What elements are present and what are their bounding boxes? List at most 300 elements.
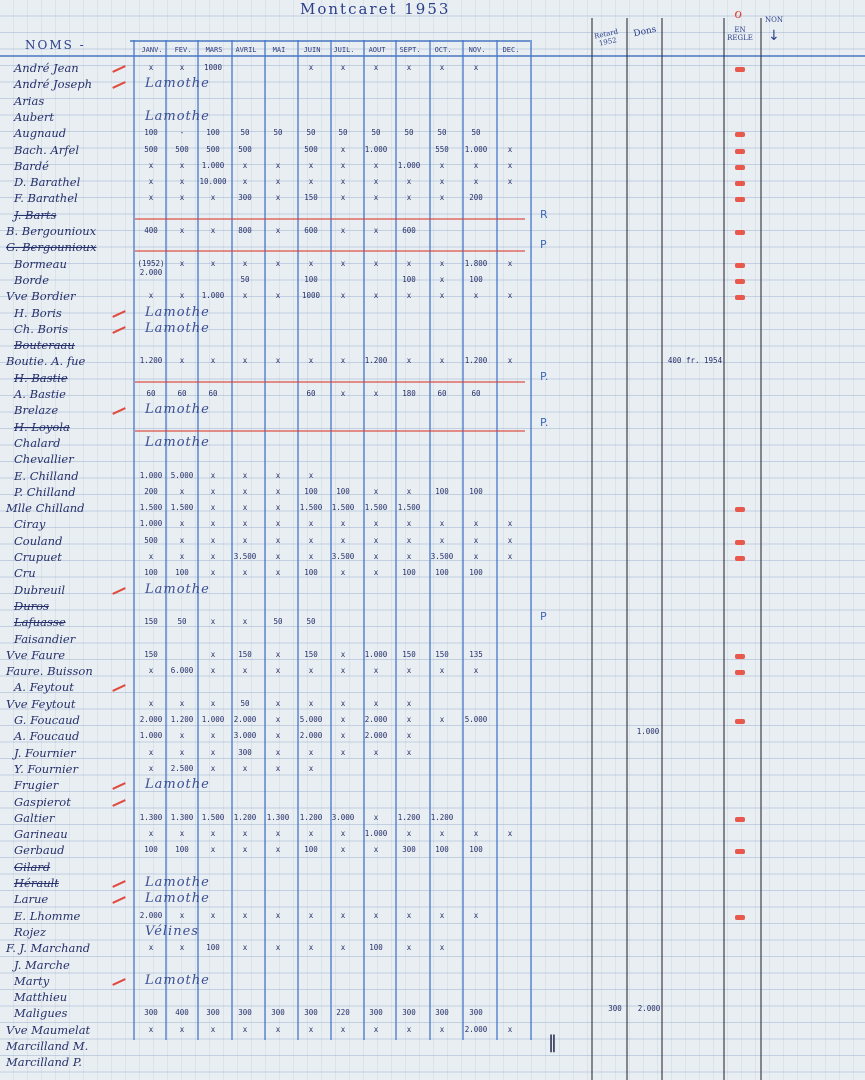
ledger-cell: x — [275, 943, 281, 953]
row-name: André Jean — [14, 61, 79, 75]
row-note: Lamothe — [145, 320, 210, 336]
row-name: J. Barts — [14, 207, 57, 222]
ledger-cell: x — [148, 193, 154, 203]
ledger-cell: x — [179, 943, 185, 953]
ledger-cell: x — [406, 177, 412, 187]
red-strike-line — [135, 381, 525, 383]
ledger-cell: 1.200 — [397, 812, 421, 822]
ledger-cell: x — [507, 160, 513, 170]
ledger-cell: 50 — [273, 617, 283, 627]
arrow-down-icon: ↓ — [768, 28, 780, 44]
ledger-cell: x — [275, 666, 281, 676]
column-line — [165, 40, 167, 1040]
ledger-cell: x — [373, 160, 379, 170]
ledger-cell: x — [340, 226, 346, 235]
ledger-cell: 60 — [208, 389, 218, 398]
row-name: Bardé — [14, 158, 49, 173]
ledger-cell: x — [439, 258, 445, 268]
ledger-cell: x — [308, 910, 314, 920]
ledger-cell: x — [210, 666, 216, 676]
row-note: Lamothe — [145, 891, 210, 907]
ledger-cell: 150 — [435, 649, 449, 659]
ledger-cell: x — [439, 535, 445, 545]
en-regle-mark-icon — [735, 849, 745, 854]
en-regle-mark-icon — [735, 279, 745, 284]
row-name: G. Foucaud — [14, 713, 80, 727]
ledger-cell: x — [406, 666, 412, 676]
row-note: Lamothe — [145, 76, 210, 92]
header-rule — [0, 55, 865, 57]
ledger-cell: x — [340, 715, 346, 724]
row-note: Vélines — [145, 923, 199, 939]
ledger-cell: x — [473, 910, 479, 920]
row-name: J. Fournier — [14, 745, 76, 760]
column-line-dark — [626, 18, 628, 1080]
ledger-cell: 600 — [402, 226, 416, 235]
ledger-cell: 3.000 — [331, 812, 355, 822]
en-regle-mark-icon — [735, 181, 745, 186]
ledger-cell: 1000 — [301, 291, 321, 301]
month-header-0: JANV. — [141, 46, 163, 54]
red-strike-line — [135, 218, 525, 220]
month-header-7: AOUT — [368, 46, 386, 54]
column-line-dark — [723, 18, 725, 1080]
row-name: Chevallier — [14, 452, 74, 467]
row-name: D. Barathel — [14, 175, 81, 190]
en-regle-mark-icon — [735, 132, 745, 137]
ledger-cell: x — [179, 747, 185, 757]
red-tick-icon — [112, 407, 126, 415]
en-regle-mark-icon — [735, 556, 745, 561]
ledger-cell: x — [308, 747, 314, 757]
ledger-cell: 2.000 — [464, 1024, 488, 1034]
ledger-cell: x — [340, 731, 346, 741]
ledger-cell: 300 — [402, 1008, 416, 1018]
ledger-cell: 1000 — [203, 63, 223, 72]
ledger-cell: x — [439, 274, 445, 284]
ledger-cell: x — [210, 470, 216, 480]
ledger-cell: x — [507, 519, 513, 529]
ledger-cell: x — [179, 552, 185, 561]
en-regle-mark-icon — [735, 149, 745, 154]
ledger-cell: 1.000 — [364, 829, 388, 839]
dons-header: Dons — [632, 24, 658, 40]
ledger-cell: x — [507, 356, 513, 366]
ledger-cell: x — [275, 829, 281, 839]
row-name: Brelaze — [14, 403, 59, 418]
row-name: H. Boris — [14, 305, 62, 320]
ledger-cell: x — [340, 910, 346, 920]
ledger-cell: x — [308, 552, 314, 561]
ledger-cell: x — [439, 291, 445, 301]
ledger-cell: x — [148, 177, 154, 187]
ledger-cell: x — [439, 715, 445, 724]
ledger-cell: 1.500 — [331, 503, 355, 513]
ledger-cell: x — [179, 291, 185, 301]
ledger-cell: x — [340, 160, 346, 170]
ledger-cell: x — [373, 666, 379, 676]
ledger-cell: x — [406, 535, 412, 545]
ledger-cell: x — [340, 519, 346, 529]
ledger-cell: x — [179, 829, 185, 839]
column-line — [530, 40, 532, 1040]
ledger-cell: x — [406, 731, 412, 741]
ledger-cell: 1.500 — [397, 503, 421, 513]
en-regle-mark-icon — [735, 670, 745, 675]
en-regle-mark-icon — [735, 915, 745, 920]
ledger-cell: x — [373, 845, 379, 855]
row-name: Couland — [14, 533, 63, 548]
ledger-cell: x — [210, 731, 216, 741]
p-mark: P — [540, 238, 547, 251]
row-name: P. Chilland — [14, 484, 76, 499]
ledger-cell: x — [473, 519, 479, 529]
ledger-cell: x — [340, 63, 346, 72]
ledger-cell: x — [473, 829, 479, 839]
ledger-cell: 1.300 — [266, 812, 290, 822]
ledger-cell: x — [275, 226, 281, 235]
ledger-cell: 1.000 — [364, 649, 388, 659]
ledger-cell: x — [210, 503, 216, 513]
ledger-cell: x — [373, 910, 379, 920]
ledger-cell: x — [148, 291, 154, 301]
ledger-cell: 135 — [469, 649, 483, 659]
row-name: Gilard — [14, 859, 51, 874]
red-strike-line — [135, 430, 525, 432]
ledger-cell: 500 — [304, 144, 318, 154]
ledger-cell: x — [148, 552, 154, 561]
ledger-cell: x — [275, 910, 281, 920]
dons-value-2: 1.000 — [636, 727, 660, 736]
ledger-cell: x — [242, 910, 248, 920]
ledger-cell: x — [507, 829, 513, 839]
row-note: Lamothe — [145, 108, 210, 124]
ledger-cell: x — [473, 535, 479, 545]
row-name: B. Bergounioux — [6, 224, 97, 238]
month-header-8: SEPT. — [399, 46, 421, 54]
ledger-cell: (1952) 2.000 — [137, 258, 165, 277]
ledger-cell: 6.000 — [170, 666, 194, 676]
ledger-cell: 50 — [240, 128, 250, 138]
row-name: A. Bastie — [14, 387, 66, 401]
ledger-cell: 2.000 — [139, 910, 163, 920]
ledger-cell: 100 — [304, 486, 318, 496]
ledger-cell: 100 — [435, 486, 449, 496]
ledger-cell: x — [210, 552, 216, 561]
ledger-cell: x — [242, 503, 248, 513]
ledger-cell: x — [275, 291, 281, 301]
ledger-cell: 1.200 — [364, 356, 388, 366]
ledger-cell: 3.500 — [430, 552, 454, 561]
ledger-cell: x — [406, 519, 412, 529]
row-name: Frugier — [14, 778, 59, 793]
ledger-cell: x — [340, 568, 346, 578]
ledger-cell: x — [373, 1024, 379, 1034]
ledger-cell: x — [439, 177, 445, 187]
ledger-cell: 300 — [435, 1008, 449, 1018]
ledger-cell: x — [373, 519, 379, 529]
ledger-cell: x — [340, 356, 346, 366]
ledger-cell: 3.500 — [233, 552, 257, 561]
ledger-cell: 50 — [437, 128, 447, 138]
month-header-11: DEC. — [502, 46, 520, 54]
row-name: E. Chilland — [14, 468, 79, 483]
ledger-cell: x — [242, 1024, 248, 1034]
ledger-cell: 10.000 — [199, 177, 227, 187]
ledger-cell: 300 — [206, 1008, 220, 1018]
row-name: Vve Feytout — [6, 696, 76, 711]
en-regle-mark-icon — [735, 197, 745, 202]
column-line-dark — [661, 18, 663, 1080]
month-header-6: JUIL. — [333, 46, 355, 54]
ledger-cell: 1.200 — [170, 715, 194, 724]
ledger-cell: x — [242, 258, 248, 268]
ledger-cell: x — [275, 649, 281, 659]
ledger-cell: x — [340, 258, 346, 268]
ledger-cell: x — [275, 715, 281, 724]
en-regle-mark-icon — [735, 230, 745, 235]
row-name: H. Bastie — [14, 370, 68, 385]
ledger-cell: x — [406, 943, 412, 953]
ledger-cell: 100 — [369, 943, 383, 953]
ledger-cell: x — [406, 910, 412, 920]
row-name: Duros — [14, 598, 49, 613]
ledger-cell: x — [210, 829, 216, 839]
tally-mark-icon: ‖ — [548, 1032, 557, 1053]
ledger-cell: 150 — [144, 617, 158, 627]
ledger-cell: x — [373, 389, 379, 398]
ledger-cell: x — [148, 829, 154, 839]
ledger-cell: 100 — [144, 568, 158, 578]
ledger-cell: x — [275, 698, 281, 708]
ledger-cell: 50 — [177, 617, 187, 627]
ledger-cell: x — [308, 829, 314, 839]
row-name: Garineau — [14, 827, 68, 842]
row-name: Maligues — [14, 1006, 68, 1021]
row-note: Lamothe — [145, 972, 210, 988]
ledger-cell: x — [308, 160, 314, 170]
ledger-cell: 300 — [304, 1008, 318, 1018]
en-regle-header: EN REGLE — [727, 26, 753, 42]
row-name: Augnaud — [14, 126, 67, 141]
ledger-cell: x — [148, 943, 154, 953]
ledger-cell: x — [473, 552, 479, 561]
row-name: Cru — [14, 566, 36, 581]
month-header-5: JUIN — [303, 46, 321, 54]
ledger-cell: 1.200 — [299, 812, 323, 822]
checkmark-red-icon: ℴ — [734, 2, 743, 23]
ledger-cell: 500 — [144, 144, 158, 154]
ledger-cell: x — [340, 291, 346, 301]
ledger-cell: x — [340, 649, 346, 659]
ledger-cell: x — [210, 763, 216, 773]
ledger-cell: x — [242, 486, 248, 496]
ledger-cell: x — [308, 535, 314, 545]
ledger-cell: x — [373, 193, 379, 203]
ledger-cell: x — [179, 486, 185, 496]
ledger-cell: 300 — [402, 845, 416, 855]
ledger-cell: x — [439, 1024, 445, 1034]
ledger-cell: x — [275, 747, 281, 757]
ledger-cell: x — [308, 356, 314, 366]
row-note: Lamothe — [145, 777, 210, 793]
row-name: Vve Bordier — [6, 289, 76, 304]
ledger-cell: x — [308, 470, 314, 480]
ledger-cell: x — [373, 486, 379, 496]
en-regle-mark-icon — [735, 67, 745, 72]
ledger-cell: x — [275, 845, 281, 855]
row-name: H. Loyola — [14, 419, 70, 434]
ledger-cell: 1.000 — [201, 291, 225, 301]
row-name: F. J. Marchand — [6, 941, 91, 956]
ledger-cell: 5.000 — [464, 715, 488, 724]
en-regle-mark-icon — [735, 295, 745, 300]
ledger-cell: x — [373, 226, 379, 235]
ledger-cell: 3.500 — [331, 552, 355, 561]
ledger-cell: 300 — [369, 1008, 383, 1018]
ledger-cell: x — [242, 356, 248, 366]
red-tick-icon — [112, 685, 126, 693]
ledger-cell: x — [179, 177, 185, 187]
ledger-cell: x — [210, 617, 216, 627]
ledger-cell: 500 — [238, 144, 252, 154]
ledger-cell: 100 — [304, 568, 318, 578]
row-name: G. Bergounioux — [6, 240, 97, 255]
month-header-1: FEV. — [174, 46, 192, 54]
ledger-cell: x — [242, 568, 248, 578]
row-name: Lafuasse — [14, 615, 66, 630]
ledger-cell: 100 — [469, 274, 483, 284]
ledger-cell: 1.800 — [464, 258, 488, 268]
ledger-cell: x — [507, 1024, 513, 1034]
red-tick-icon — [112, 310, 126, 318]
ledger-cell: 60 — [437, 389, 447, 398]
ledger-cell: x — [373, 552, 379, 561]
ledger-cell: 300 — [271, 1008, 285, 1018]
ledger-cell: x — [242, 177, 248, 187]
row-name: J. Marche — [14, 957, 70, 972]
ledger-cell: x — [373, 698, 379, 708]
ledger-cell: 150 — [304, 193, 318, 203]
ledger-cell: 100 — [435, 845, 449, 855]
ledger-cell: 300 — [238, 1008, 252, 1018]
ledger-cell: 100 — [336, 486, 350, 496]
ledger-cell: 60 — [471, 389, 481, 398]
ledger-cell: x — [373, 568, 379, 578]
row-name: Borde — [14, 272, 50, 287]
ledger-cell: 100 — [206, 943, 220, 953]
ledger-cell: x — [406, 258, 412, 268]
ledger-cell: 100 — [435, 568, 449, 578]
ledger-cell: 150 — [402, 649, 416, 659]
ledger-cell: x — [210, 356, 216, 366]
ledger-cell: 100 — [304, 274, 318, 284]
ledger-cell: 100 — [469, 486, 483, 496]
red-tick-icon — [112, 799, 126, 807]
row-name: Matthieu — [14, 990, 68, 1005]
ledger-cell: 1.000 — [201, 160, 225, 170]
ledger-cell: x — [242, 617, 248, 627]
column-line-dark — [760, 18, 762, 1080]
ledger-cell: 3.000 — [233, 731, 257, 741]
p-mark: P. — [540, 370, 549, 383]
ledger-cell: x — [373, 747, 379, 757]
ledger-cell: 100 — [469, 568, 483, 578]
ledger-cell: x — [406, 747, 412, 757]
ledger-cell: 2.000 — [299, 731, 323, 741]
ledger-cell: x — [275, 486, 281, 496]
ledger-cell: x — [340, 177, 346, 187]
red-tick-icon — [112, 896, 126, 904]
row-name: Crupuet — [14, 550, 62, 564]
ledger-cell: x — [473, 177, 479, 187]
row-note: Lamothe — [145, 304, 210, 320]
ledger-cell: x — [148, 763, 154, 773]
ledger-cell: 100 — [304, 845, 318, 855]
boutie-note: 400 fr. 1954 — [667, 356, 723, 365]
ledger-cell: x — [439, 910, 445, 920]
red-tick-icon — [112, 587, 126, 595]
ledger-cell: x — [210, 193, 216, 203]
ledger-cell: x — [406, 356, 412, 366]
ledger-cell: 150 — [304, 649, 318, 659]
ledger-cell: x — [179, 226, 185, 235]
ledger-cell: x — [148, 63, 154, 72]
month-header-4: MAI — [272, 46, 286, 54]
ledger-cell: - — [179, 128, 185, 138]
ledger-cell: x — [210, 747, 216, 757]
ledger-cell: x — [373, 177, 379, 187]
ledger-cell: x — [507, 144, 513, 154]
ledger-cell: 1.200 — [139, 356, 163, 366]
row-note: Lamothe — [145, 402, 210, 418]
red-tick-icon — [112, 81, 126, 89]
ledger-cell: 1.300 — [170, 812, 194, 822]
ledger-cell: 2.000 — [139, 715, 163, 724]
row-name: Dubreuil — [14, 582, 66, 597]
ledger-cell: 100 — [175, 845, 189, 855]
ledger-cell: 500 — [175, 144, 189, 154]
ledger-cell: x — [439, 943, 445, 953]
ledger-cell: x — [373, 812, 379, 822]
ledger-cell: x — [473, 666, 479, 676]
ledger-cell: x — [340, 698, 346, 708]
month-header-9: OCT. — [434, 46, 452, 54]
ledger-cell: x — [179, 731, 185, 741]
ledger-cell: x — [210, 910, 216, 920]
ledger-cell: x — [275, 193, 281, 203]
ledger-cell: 1.500 — [139, 503, 163, 513]
ledger-cell: x — [507, 535, 513, 545]
ledger-cell: x — [275, 470, 281, 480]
ledger-cell: x — [308, 943, 314, 953]
ledger-cell: 1.500 — [299, 503, 323, 513]
ledger-cell: x — [179, 519, 185, 529]
ledger-cell: x — [406, 698, 412, 708]
row-name: Gaspierot — [14, 794, 71, 809]
ledger-cell: x — [406, 486, 412, 496]
ledger-cell: x — [275, 568, 281, 578]
ledger-cell: 400 — [144, 226, 158, 235]
ledger-cell: x — [242, 291, 248, 301]
column-line-dark — [591, 18, 593, 1080]
ledger-cell: x — [210, 1024, 216, 1034]
ledger-cell: x — [148, 666, 154, 676]
ledger-cell: 300 — [144, 1008, 158, 1018]
retard-header: Retard 1952 — [593, 27, 619, 48]
ledger-cell: x — [308, 63, 314, 72]
ledger-cell: 5.000 — [299, 715, 323, 724]
